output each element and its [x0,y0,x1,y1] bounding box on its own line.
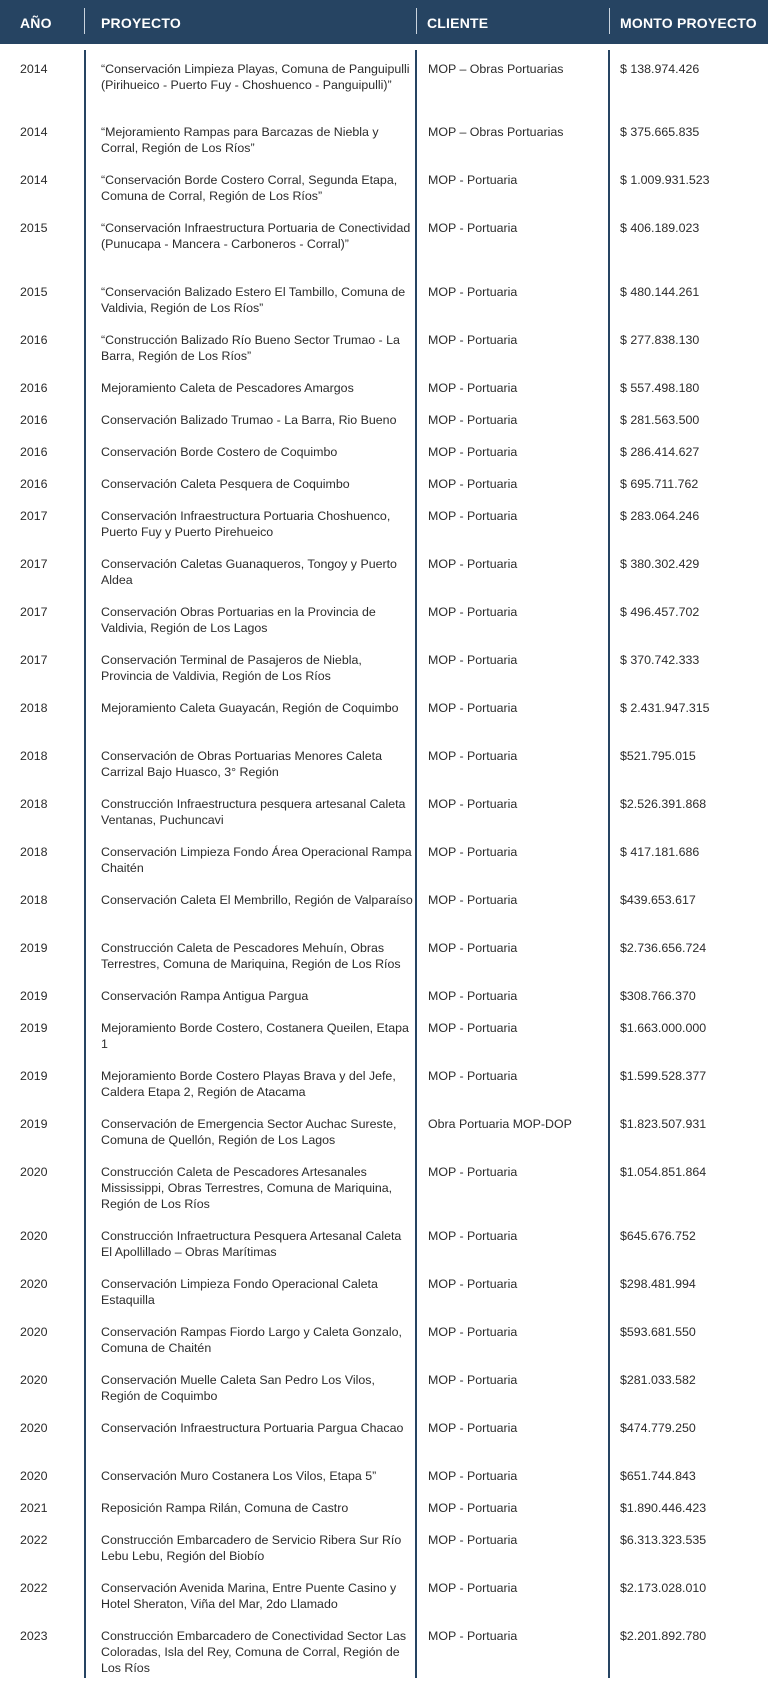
cell-year: 2017 [20,557,48,571]
cell-amount: $ 283.064.246 [620,509,700,523]
cell-amount: $6.313.323.535 [620,1533,707,1547]
cell-year: 2017 [20,509,48,523]
header-client: CLIENTE [427,15,489,31]
cell-client: MOP - Portuaria [428,797,518,811]
cell-year: 2019 [20,1021,48,1035]
cell-project: “Construcción Balizado Río Bueno Sector Trumao - La Barra, Región de Los Ríos” [101,333,400,363]
cell-amount: $1.663.000.000 [620,1021,707,1035]
cell-client: MOP - Portuaria [428,1069,518,1083]
cell-client: MOP - Portuaria [428,1469,518,1483]
cell-project: Conservación de Emergencia Sector Auchac Sureste, Comuna de Quellón, Región de Los Lagos [101,1117,397,1147]
cell-amount: $ 496.457.702 [620,605,700,619]
column-divider [415,50,417,1678]
cell-project: Construcción Embarcadero de Conectividad Sector Las Coloradas, Isla del Rey, Comuna de Corral, Región de Los Ríos [101,1629,407,1675]
cell-year: 2018 [20,701,48,715]
header-year: AÑO [20,15,52,31]
cell-amount: $439.653.617 [620,893,696,907]
cell-amount: $ 286.414.627 [620,445,700,459]
cell-amount: $298.481.994 [620,1277,696,1291]
cell-year: 2018 [20,797,48,811]
cell-client: MOP - Portuaria [428,1021,518,1035]
cell-amount: $ 277.838.130 [620,333,700,347]
cell-client: MOP - Portuaria [428,221,518,235]
cell-year: 2019 [20,1117,48,1131]
cell-client: MOP - Portuaria [428,509,518,523]
cell-year: 2018 [20,893,48,907]
cell-year: 2019 [20,989,48,1003]
cell-client: MOP - Portuaria [428,845,518,859]
cell-project: “Conservación Borde Costero Corral, Segunda Etapa, Comuna de Corral, Región de Los Ríos” [101,173,398,203]
header-project: PROYECTO [101,15,181,31]
cell-client: MOP – Obras Portuarias [428,62,564,76]
cell-project: “Mejoramiento Rampas para Barcazas de Niebla y Corral, Región de Los Ríos” [101,125,379,155]
column-divider [84,50,86,1678]
cell-project: Conservación Rampa Antigua Pargua [101,989,309,1003]
cell-project: “Conservación Balizado Estero El Tambillo, Comuna de Valdivia, Región de Los Ríos” [101,285,406,315]
cell-project: Reposición Rampa Rilán, Comuna de Castro [101,1501,349,1515]
cell-year: 2016 [20,413,48,427]
cell-amount: $521.795.015 [620,749,696,763]
cell-year: 2014 [20,173,48,187]
cell-amount: $ 695.711.762 [620,477,699,491]
cell-project: Conservación Balizado Trumao - La Barra, Rio Bueno [101,413,397,427]
cell-year: 2020 [20,1277,48,1291]
cell-year: 2020 [20,1373,48,1387]
cell-project: Conservación Terminal de Pasajeros de Niebla, Provincia de Valdivia, Región de Los Ríos [101,653,362,683]
cell-year: 2019 [20,941,48,955]
cell-project: Conservación Muelle Caleta San Pedro Los Vilos, Región de Coquimbo [101,1373,375,1403]
cell-year: 2014 [20,125,48,139]
cell-year: 2018 [20,749,48,763]
cell-amount: $2.201.892.780 [620,1629,707,1643]
cell-year: 2020 [20,1325,48,1339]
cell-amount: $ 375.665.835 [620,125,700,139]
cell-client: MOP - Portuaria [428,1165,518,1179]
cell-year: 2016 [20,333,48,347]
cell-amount: $ 2.431.947.315 [620,701,710,715]
cell-client: MOP - Portuaria [428,1277,518,1291]
cell-client: MOP - Portuaria [428,1421,518,1435]
cell-project: “Conservación Limpieza Playas, Comuna de Panguipulli (Pirihueico - Puerto Fuy - Choshuenco - Panguipulli)” [101,62,410,92]
cell-project: Mejoramiento Caleta de Pescadores Amargos [101,381,354,395]
cell-amount: $2.173.028.010 [620,1581,707,1595]
cell-project: “Conservación Infraestructura Portuaria de Conectividad (Punucapa - Mancera - Carboneros - Corral)” [101,221,411,251]
cell-project: Conservación Limpieza Fondo Operacional Caleta Estaquilla [101,1277,378,1307]
cell-client: MOP - Portuaria [428,1629,518,1643]
cell-project: Construcción Embarcadero de Servicio Ribera Sur Río Lebu Lebu, Región del Biobío [101,1533,402,1563]
cell-client: MOP - Portuaria [428,413,518,427]
cell-amount: $651.744.843 [620,1469,696,1483]
cell-client: MOP - Portuaria [428,381,518,395]
header-divider [84,8,85,34]
cell-amount: $ 380.302.429 [620,557,700,571]
cell-year: 2015 [20,285,48,299]
cell-year: 2020 [20,1469,48,1483]
cell-client: MOP - Portuaria [428,701,518,715]
cell-year: 2016 [20,445,48,459]
cell-project: Conservación Limpieza Fondo Área Operacional Rampa Chaitén [101,845,412,875]
cell-year: 2022 [20,1581,48,1595]
cell-amount: $308.766.370 [620,989,696,1003]
cell-year: 2015 [20,221,48,235]
table-header [0,0,768,44]
cell-amount: $ 281.563.500 [620,413,700,427]
cell-project: Conservación Caletas Guanaqueros, Tongoy y Puerto Aldea [101,557,397,587]
cell-project: Construcción Caleta de Pescadores Artesanales Mississippi, Obras Terrestres, Comuna de Mariquina, Región de Los Ríos [101,1165,393,1211]
cell-year: 2020 [20,1229,48,1243]
cell-project: Construcción Infraetructura Pesquera Artesanal Caleta El Apollillado – Obras Marítimas [101,1229,402,1259]
cell-client: MOP - Portuaria [428,1373,518,1387]
cell-client: MOP - Portuaria [428,477,518,491]
header-divider [416,8,417,34]
cell-client: MOP - Portuaria [428,653,518,667]
cell-amount: $ 370.742.333 [620,653,700,667]
cell-client: MOP - Portuaria [428,285,518,299]
cell-client: MOP - Portuaria [428,557,518,571]
cell-client: MOP – Obras Portuarias [428,125,564,139]
cell-client: MOP - Portuaria [428,1325,518,1339]
cell-year: 2019 [20,1069,48,1083]
cell-project: Conservación de Obras Portuarias Menores Caleta Carrizal Bajo Huasco, 3° Región [101,749,382,779]
cell-year: 2017 [20,605,48,619]
cell-project: Conservación Caleta El Membrillo, Región de Valparaíso [101,893,413,907]
header-amount: MONTO PROYECTO [620,15,757,31]
cell-project: Mejoramiento Borde Costero, Costanera Queilen, Etapa 1 [101,1021,409,1051]
cell-project: Conservación Borde Costero de Coquimbo [101,445,338,459]
cell-amount: $1.599.528.377 [620,1069,707,1083]
cell-project: Construcción Infraestructura pesquera artesanal Caleta Ventanas, Puchuncavi [101,797,406,827]
cell-amount: $ 406.189.023 [620,221,700,235]
cell-client: MOP - Portuaria [428,941,518,955]
cell-amount: $281.033.582 [620,1373,696,1387]
cell-amount: $1.890.446.423 [620,1501,707,1515]
cell-year: 2020 [20,1421,48,1435]
cell-amount: $474.779.250 [620,1421,696,1435]
cell-client: MOP - Portuaria [428,893,518,907]
cell-amount: $ 138.974.426 [620,62,700,76]
column-divider [608,50,610,1678]
cell-amount: $ 480.144.261 [620,285,700,299]
cell-amount: $2.526.391.868 [620,797,707,811]
cell-amount: $645.676.752 [620,1229,696,1243]
cell-client: MOP - Portuaria [428,605,518,619]
cell-year: 2021 [20,1501,48,1515]
cell-amount: $2.736.656.724 [620,941,707,955]
cell-year: 2016 [20,381,48,395]
cell-project: Conservación Obras Portuarias en la Provincia de Valdivia, Región de Los Lagos [101,605,376,635]
cell-project: Conservación Infraestructura Portuaria Pargua Chacao [101,1421,404,1435]
cell-year: 2020 [20,1165,48,1179]
cell-client: MOP - Portuaria [428,749,518,763]
header-divider [609,8,610,34]
cell-client: MOP - Portuaria [428,989,518,1003]
cell-client: Obra Portuaria MOP-DOP [428,1117,572,1131]
cell-amount: $1.054.851.864 [620,1165,707,1179]
cell-year: 2022 [20,1533,48,1547]
cell-amount: $1.823.507.931 [620,1117,707,1131]
cell-amount: $ 417.181.686 [620,845,700,859]
cell-amount: $ 1.009.931.523 [620,173,710,187]
cell-project: Conservación Muro Costanera Los Vilos, Etapa 5” [101,1469,377,1483]
cell-year: 2016 [20,477,48,491]
cell-project: Mejoramiento Caleta Guayacán, Región de Coquimbo [101,701,399,715]
cell-client: MOP - Portuaria [428,333,518,347]
cell-client: MOP - Portuaria [428,1581,518,1595]
cell-client: MOP - Portuaria [428,1501,518,1515]
cell-year: 2017 [20,653,48,667]
cell-year: 2014 [20,62,48,76]
cell-client: MOP - Portuaria [428,173,518,187]
cell-amount: $ 557.498.180 [620,381,700,395]
cell-project: Conservación Infraestructura Portuaria Choshuenco, Puerto Fuy y Puerto Pirehueico [101,509,391,539]
cell-year: 2018 [20,845,48,859]
cell-year: 2023 [20,1629,48,1643]
cell-project: Conservación Avenida Marina, Entre Puente Casino y Hotel Sheraton, Viña del Mar, 2do Llamado [101,1581,397,1611]
cell-project: Mejoramiento Borde Costero Playas Brava y del Jefe, Caldera Etapa 2, Región de Atacama [101,1069,396,1099]
cell-amount: $593.681.550 [620,1325,696,1339]
cell-client: MOP - Portuaria [428,1229,518,1243]
cell-client: MOP - Portuaria [428,445,518,459]
cell-project: Conservación Caleta Pesquera de Coquimbo [101,477,350,491]
cell-client: MOP - Portuaria [428,1533,518,1547]
cell-project: Construcción Caleta de Pescadores Mehuín, Obras Terrestres, Comuna de Mariquina, Región de Los Ríos [101,941,401,971]
cell-project: Conservación Rampas Fiordo Largo y Caleta Gonzalo, Comuna de Chaitén [101,1325,402,1355]
